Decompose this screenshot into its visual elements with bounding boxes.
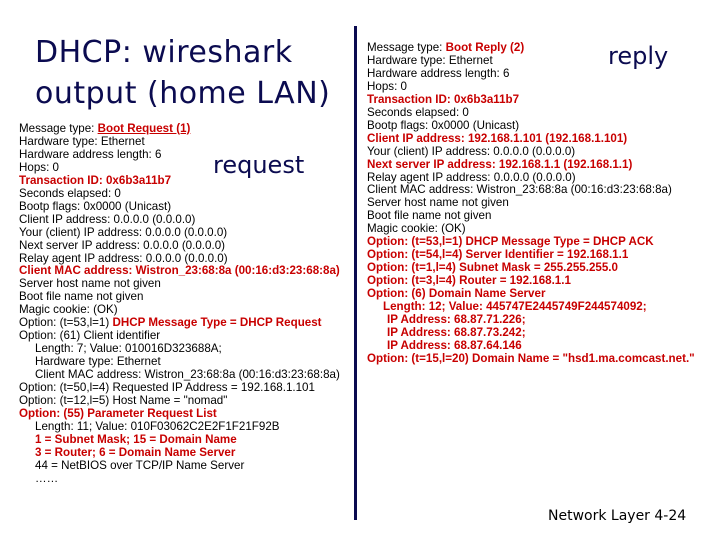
reply-line-text: Seconds elapsed: 0 [367,105,469,119]
request-line-text: Boot file name not given [19,290,144,304]
request-line-text: Length: 11; Value: 010F03062C2E2F1F21F92B [35,419,280,433]
request-line [19,149,354,162]
request-line-text: Hardware type: Ethernet [35,355,161,369]
reply-line-text: Relay agent IP address: 0.0.0.0 (0.0.0.0) [367,170,576,184]
request-line-text: Relay agent IP address: 0.0.0.0 (0.0.0.0) [19,251,228,265]
reply-line-highlight: Option: (t=3,l=4) Router = 192.168.1.1 [367,274,571,288]
request-line-text: Bootp flags: 0x0000 (Unicast) [19,199,172,213]
request-line-text: Message type: [19,122,98,135]
reply-line-text: Hardware address length: 6 [367,66,510,80]
request-line-text: Option: (61) Client identifier [19,329,161,343]
request-line [19,460,354,473]
request-line-text: Hardware address length: 6 [19,147,162,161]
reply-line-highlight: Length: 12; Value: 445747E2445749F244574092; [383,300,647,314]
request-line-text: Client MAC address: Wistron_23:68:8a (00:16:d3:23:68:8a) [35,368,340,382]
reply-line-text: Your (client) IP address: 0.0.0.0 (0.0.0.0) [367,144,576,158]
request-line-text: Option: (t=53,l=1) [19,316,113,330]
reply-line-text: Server host name not given [367,196,509,210]
reply-line-highlight: Option: (t=53,l=1) DHCP Message Type = DHCP ACK [367,235,654,249]
request-tag: request [213,151,305,179]
request-line-highlight: 3 = Router; 6 = Domain Name Server [35,445,236,459]
request-line-text: Client IP address: 0.0.0.0 (0.0.0.0) [19,212,196,226]
reply-line-highlight: IP Address: 68.87.64.146 [387,338,522,352]
reply-line-text: Message type: [367,41,446,54]
request-line-text: Hardware type: Ethernet [19,134,145,148]
reply-line-highlight: Option: (6) Domain Name Server [367,287,546,301]
reply-line-highlight: Option: (t=1,l=4) Subnet Mask = 255.255.255.0 [367,261,618,275]
request-line-text: Hops: 0 [19,160,59,174]
request-line-text: Your (client) IP address: 0.0.0.0 (0.0.0.0) [19,225,228,239]
reply-line [367,353,712,366]
request-line-text: Next server IP address: 0.0.0.0 (0.0.0.0) [19,238,225,252]
request-line-text: Magic cookie: (OK) [19,303,118,317]
request-line-text: …… [35,471,59,485]
reply-line-text: Hops: 0 [367,79,407,93]
reply-line-highlight: Option: (t=54,l=4) Server Identifier = 192.168.1.1 [367,248,629,262]
reply-line-highlight: Client IP address: 192.168.1.101 (192.168.1.101) [367,131,628,145]
reply-line-highlight: IP Address: 68.87.71.226; [387,313,526,327]
slide-title-line-2: output (home LAN) [35,76,331,111]
reply-line-highlight: Option: (t=15,l=20) Domain Name = "hsd1.ma.comcast.net." [367,351,695,365]
request-line-text: Option: (t=12,l=5) Host Name = "nomad" [19,394,228,408]
request-line-text: Option: (t=50,l=4) Requested IP Address = 192.168.1.101 [19,381,315,395]
reply-line-highlight: Boot Reply (2) [445,41,525,54]
slide-title-line-1: DHCP: wireshark [35,35,293,70]
request-line-highlight: Client MAC address: Wistron_23:68:8a (00:16:d3:23:68:8a) [19,264,340,278]
reply-line-highlight: IP Address: 68.87.73.242; [387,325,526,339]
reply-output [367,42,712,366]
column-divider [354,26,357,520]
request-line-highlight: Option: (55) Parameter Request List [19,406,217,420]
reply-line-text: Bootp flags: 0x0000 (Unicast) [367,118,520,132]
request-line-text: 44 = NetBIOS over TCP/IP Name Server [35,458,245,472]
reply-line-text: Client MAC address: Wistron_23:68:8a (00:16:d3:23:68:8a) [367,183,672,197]
request-line-highlight: 1 = Subnet Mask; 15 = Domain Name [35,432,237,446]
reply-tag: reply [608,42,669,70]
request-line-text: Server host name not given [19,277,161,291]
reply-line-text: Hardware type: Ethernet [367,53,493,67]
reply-line-text: Magic cookie: (OK) [367,222,466,236]
request-line-text: Length: 7; Value: 010016D323688A; [35,342,222,356]
reply-line-highlight: Transaction ID: 0x6b3a11b7 [367,92,520,106]
reply-line-highlight: Next server IP address: 192.168.1.1 (192.168.1.1) [367,157,633,171]
request-line-highlight: Transaction ID: 0x6b3a11b7 [19,173,172,187]
request-line-text: Seconds elapsed: 0 [19,186,121,200]
reply-line [367,68,712,81]
slide-title [35,32,330,114]
reply-line-text: Boot file name not given [367,209,492,223]
request-output [19,123,354,486]
request-line-highlight: Boot Request (1) [97,122,191,135]
slide-footer: Network Layer 4-24 [548,508,687,524]
request-line [19,473,354,486]
request-line-highlight: DHCP Message Type = DHCP Request [112,316,322,330]
